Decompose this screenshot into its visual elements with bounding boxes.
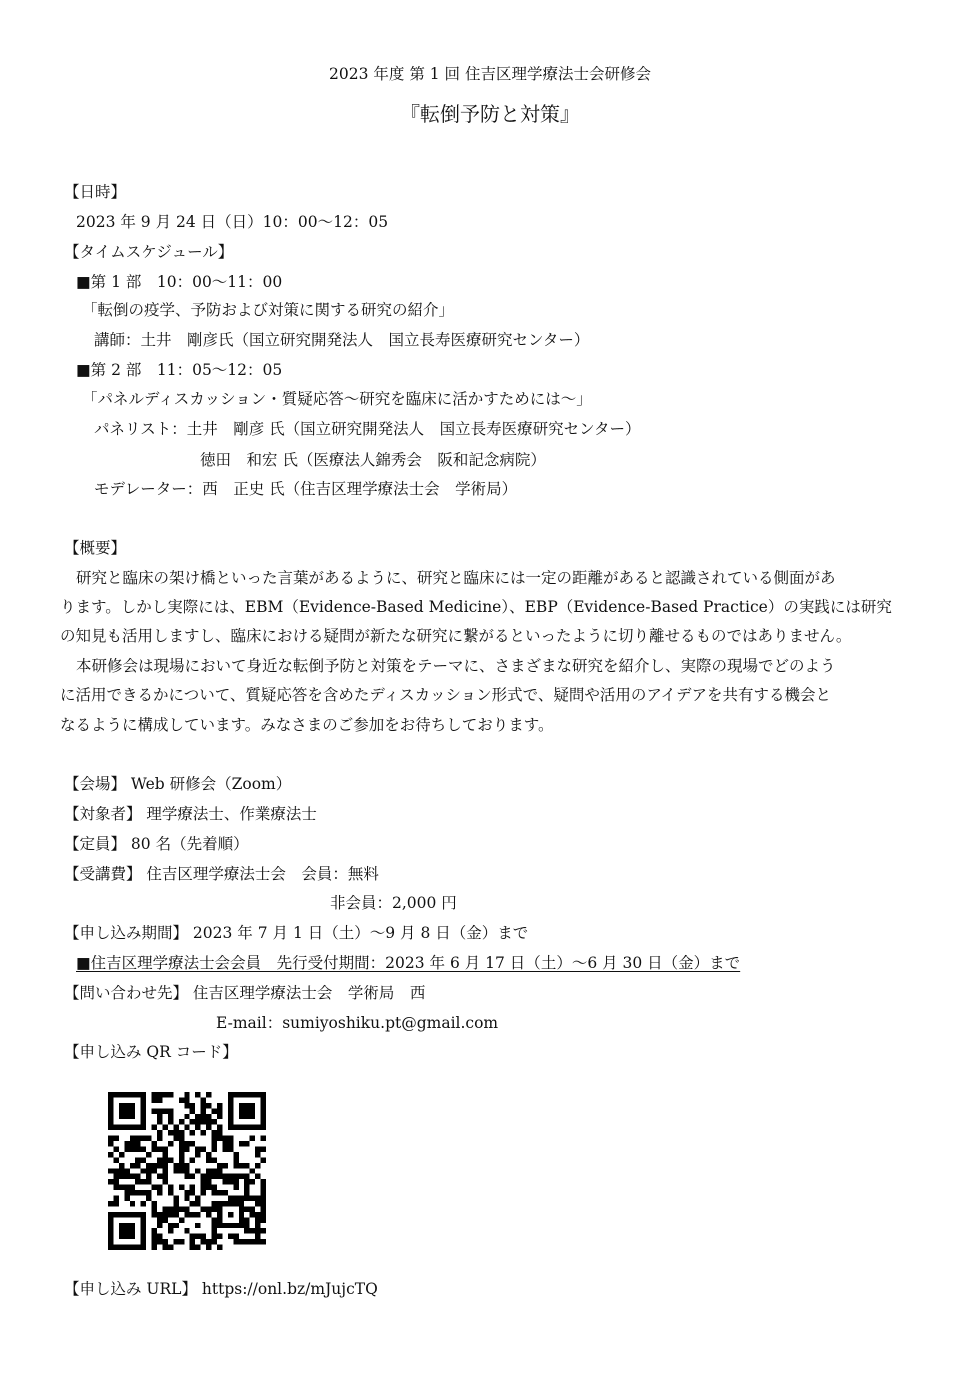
overview-line: 研究と臨床の架け橋といった言葉があるように、研究と臨床には一定の距離があると認識されている側面があ <box>76 569 836 587</box>
schedule-heading: 【タイムスケジュール】 <box>64 243 234 261</box>
application-period: 【申し込み期間】 2023 年 7 月 1 日（土）〜9 月 8 日（金）まで <box>64 924 529 942</box>
part1-lecturer: 講師：土井 剛彦氏（国立研究開発法人 国立長寿医療研究センター） <box>94 331 590 349</box>
datetime-value: 2023 年 9 月 24 日（日）10：00〜12：05 <box>76 213 389 231</box>
fee: 【受講費】 住吉区理学療法士会 会員：無料 <box>64 865 379 883</box>
qr-heading: 【申し込み QR コード】 <box>64 1043 238 1061</box>
contact: 【問い合わせ先】 住吉区理学療法士会 学術局 西 <box>64 984 426 1002</box>
part2-panelist-2: 徳田 和宏 氏（医療法人錦秀会 阪和記念病院） <box>200 451 546 469</box>
part2-label: ■第 2 部 11：05〜12：05 <box>76 361 283 379</box>
page-title: 『転倒予防と対策』 <box>400 102 580 126</box>
part2-topic: 「パネルディスカッション・質疑応答〜研究を臨床に活かすためには〜」 <box>82 390 592 408</box>
venue: 【会場】 Web 研修会（Zoom） <box>64 775 292 793</box>
early-application-period: ■住吉区理学療法士会会員 先行受付期間：2023 年 6 月 17 日（土）〜6 月 30 日（金）まで <box>76 954 741 972</box>
datetime-heading: 【日時】 <box>64 183 127 201</box>
overview-heading: 【概要】 <box>64 539 127 557</box>
overview-line: 本研修会は現場において身近な転倒予防と対策をテーマに、さまざまな研究を紹介し、実際の現場でどのよう <box>76 657 836 675</box>
overview-line: なるように構成しています。みなさまのご参加をお待ちしております。 <box>60 716 554 734</box>
part2-moderator: モデレーター：西 正史 氏（住吉区理学療法士会 学術局） <box>94 480 518 498</box>
part1-label: ■第 1 部 10：00〜11：00 <box>76 273 283 291</box>
overview-line: の知見も活用しますし、臨床における疑問が新たな研究に繋がるといったように切り離せるものではありません。 <box>60 627 852 645</box>
qr-code[interactable] <box>108 1092 266 1250</box>
application-url[interactable]: 【申し込み URL】 https://onl.bz/mJujcTQ <box>64 1280 378 1298</box>
overview-line: ります。しかし実際には、EBM（Evidence-Based Medicine）、EBP（Evidence-Based Practice）の実践には研究 <box>60 598 892 616</box>
capacity: 【定員】 80 名（先着順） <box>64 835 249 853</box>
part1-topic: 「転倒の疫学、予防および対策に関する研究の紹介」 <box>82 301 455 319</box>
contact-email[interactable]: E-mail：sumiyoshiku.pt@gmail.com <box>216 1014 499 1032</box>
target-audience: 【対象者】 理学療法士、作業療法士 <box>64 805 317 823</box>
part2-panelist-1: パネリスト：土井 剛彦 氏（国立研究開発法人 国立長寿医療研究センター） <box>94 420 641 438</box>
fee-nonmember: 非会員：2,000 円 <box>330 894 457 912</box>
event-line: 2023 年度 第 1 回 住吉区理学療法士会研修会 <box>329 65 651 83</box>
overview-line: に活用できるかについて、質疑応答を含めたディスカッション形式で、疑問や活用のアイデアを共有する機会と <box>60 686 831 704</box>
